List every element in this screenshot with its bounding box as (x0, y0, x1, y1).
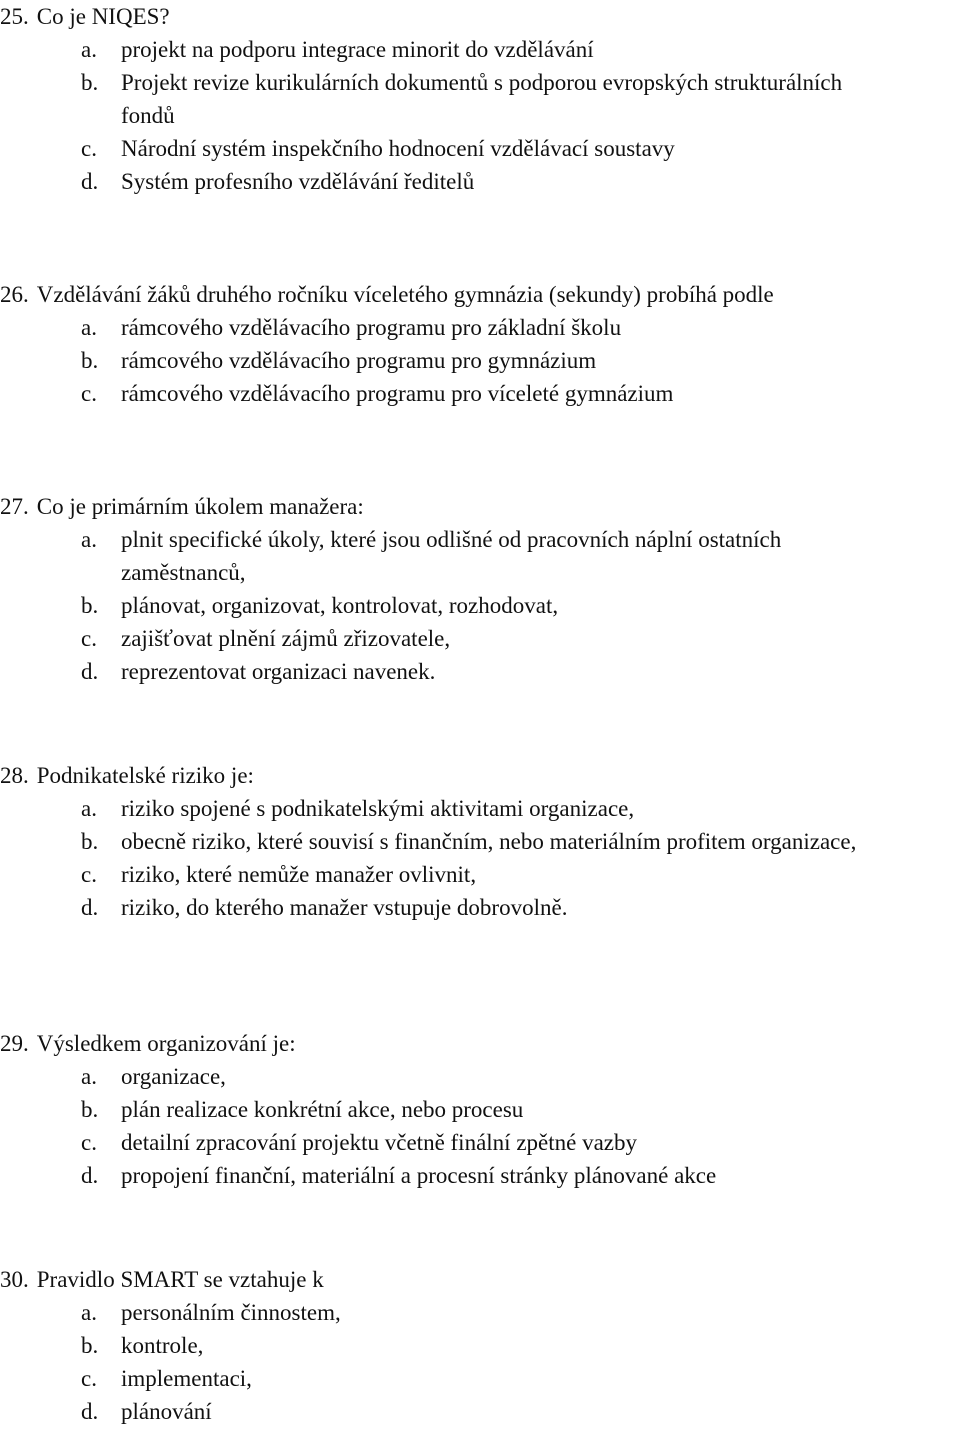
question-text: Vzdělávání žáků druhého ročníku víceletého gymnázia (sekundy) probíhá podle (36, 282, 774, 307)
question-number: 25. (0, 4, 29, 29)
question-30 (0, 1263, 950, 1428)
question-title (0, 759, 950, 792)
option-letter: b. (81, 1333, 99, 1358)
question-25 (0, 0, 950, 198)
answer-option-c (0, 1362, 950, 1395)
question-number: 30. (0, 1267, 29, 1292)
question-title (0, 1027, 950, 1060)
answer-option-b (0, 1329, 950, 1362)
question-number: 27. (0, 494, 29, 519)
answer-options (0, 311, 950, 410)
question-title (0, 278, 950, 311)
option-letter: c. (81, 136, 97, 161)
option-text: riziko spojené s podnikatelskými aktivitami organizace, (121, 796, 635, 821)
answer-option-a (0, 311, 950, 344)
option-letter: c. (81, 1366, 97, 1391)
question-29 (0, 1027, 950, 1192)
answer-options (0, 1296, 950, 1428)
answer-option-c (0, 377, 950, 410)
answer-option-d (0, 655, 950, 688)
answer-options (0, 792, 950, 924)
answer-option-a (0, 1296, 950, 1329)
option-letter: c. (81, 1130, 97, 1155)
option-letter: a. (81, 1064, 97, 1089)
question-number: 26. (0, 282, 29, 307)
answer-option-b (0, 589, 950, 622)
answer-option-c (0, 858, 950, 891)
option-text: riziko, do kterého manažer vstupuje dobrovolně. (121, 895, 568, 920)
question-text: Co je primárním úkolem manažera: (36, 494, 364, 519)
answer-option-b (0, 66, 950, 132)
option-text: plnit specifické úkoly, které jsou odlišné od pracovních náplní ostatních zaměstnanců, (121, 527, 782, 585)
answer-option-c (0, 622, 950, 655)
option-letter: a. (81, 796, 97, 821)
option-text: reprezentovat organizaci navenek. (121, 659, 436, 684)
question-number: 29. (0, 1031, 29, 1056)
option-text: obecně riziko, které souvisí s finančním, nebo materiálním profitem organizace, (121, 829, 857, 854)
answer-options (0, 523, 950, 688)
question-26 (0, 278, 950, 410)
answer-option-a (0, 523, 950, 589)
option-letter: c. (81, 862, 97, 887)
answer-option-b (0, 1093, 950, 1126)
answer-options (0, 1060, 950, 1192)
answer-option-a (0, 33, 950, 66)
option-text: Projekt revize kurikulárních dokumentů s podporou evropských strukturálních fondů (121, 70, 843, 128)
question-text: Výsledkem organizování je: (36, 1031, 296, 1056)
option-text: Systém profesního vzdělávání ředitelů (121, 169, 475, 194)
option-text: organizace, (121, 1064, 226, 1089)
option-letter: c. (81, 626, 97, 651)
question-title (0, 1263, 950, 1296)
option-letter: b. (81, 829, 99, 854)
answer-option-b (0, 825, 950, 858)
option-text: Národní systém inspekčního hodnocení vzdělávací soustavy (121, 136, 675, 161)
option-text: riziko, které nemůže manažer ovlivnit, (121, 862, 477, 887)
question-27 (0, 490, 950, 688)
answer-option-a (0, 1060, 950, 1093)
question-number: 28. (0, 763, 29, 788)
option-letter: a. (81, 1300, 97, 1325)
answer-option-a (0, 792, 950, 825)
option-letter: b. (81, 348, 99, 373)
answer-option-d (0, 1395, 950, 1428)
answer-option-d (0, 891, 950, 924)
option-letter: c. (81, 381, 97, 406)
option-text: rámcového vzdělávacího programu pro základní školu (121, 315, 622, 340)
answer-option-b (0, 344, 950, 377)
option-letter: d. (81, 895, 99, 920)
question-28 (0, 759, 950, 924)
option-text: propojení finanční, materiální a procesní stránky plánované akce (121, 1163, 717, 1188)
option-letter: d. (81, 1163, 99, 1188)
option-letter: a. (81, 527, 97, 552)
option-letter: d. (81, 169, 99, 194)
option-letter: a. (81, 315, 97, 340)
option-text: plán realizace konkrétní akce, nebo procesu (121, 1097, 524, 1122)
option-letter: a. (81, 37, 97, 62)
question-text: Podnikatelské riziko je: (36, 763, 254, 788)
option-text: rámcového vzdělávacího programu pro gymnázium (121, 348, 597, 373)
option-text: implementaci, (121, 1366, 252, 1391)
option-letter: b. (81, 70, 99, 95)
option-letter: d. (81, 1399, 99, 1424)
option-text: projekt na podporu integrace minorit do vzdělávání (121, 37, 594, 62)
option-letter: d. (81, 659, 99, 684)
answer-option-d (0, 1159, 950, 1192)
question-title (0, 490, 950, 523)
option-text: plánovat, organizovat, kontrolovat, rozhodovat, (121, 593, 559, 618)
question-text: Co je NIQES? (36, 4, 170, 29)
answer-option-c (0, 1126, 950, 1159)
option-text: detailní zpracování projektu včetně finální zpětné vazby (121, 1130, 637, 1155)
question-title (0, 0, 950, 33)
question-text: Pravidlo SMART se vztahuje k (36, 1267, 324, 1292)
option-text: zajišťovat plnění zájmů zřizovatele, (121, 626, 451, 651)
option-text: personálním činnostem, (121, 1300, 341, 1325)
option-letter: b. (81, 1097, 99, 1122)
option-text: rámcového vzdělávacího programu pro víceleté gymnázium (121, 381, 674, 406)
option-text: plánování (121, 1399, 212, 1424)
answer-option-d (0, 165, 950, 198)
answer-options (0, 33, 950, 198)
option-letter: b. (81, 593, 99, 618)
option-text: kontrole, (121, 1333, 204, 1358)
answer-option-c (0, 132, 950, 165)
